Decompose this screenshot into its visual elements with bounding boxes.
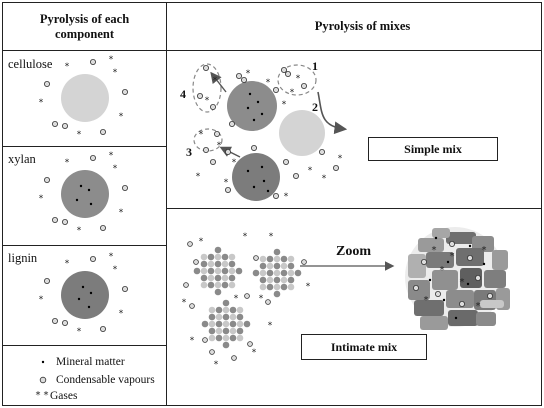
micro-particle xyxy=(209,307,216,314)
micro-particle xyxy=(223,335,230,342)
mineral-dot xyxy=(90,203,92,205)
micro-particle xyxy=(223,300,230,307)
gas-star: * xyxy=(289,88,295,98)
micro-particle xyxy=(274,277,281,284)
micro-particle xyxy=(216,328,223,335)
mineral-dot xyxy=(455,317,457,319)
step-number-4: 4 xyxy=(180,87,186,101)
vapour-droplet xyxy=(52,217,57,222)
micro-particle xyxy=(260,270,267,277)
gas-star: * xyxy=(198,237,204,247)
vapour-droplet xyxy=(248,342,253,347)
vapour-droplet xyxy=(236,73,241,78)
micro-particle xyxy=(274,284,281,291)
micro-particle xyxy=(267,270,274,277)
zoom-fragment xyxy=(432,228,450,238)
zoom-fragment xyxy=(420,316,448,330)
vapour-droplet xyxy=(197,93,202,98)
vapour-droplet xyxy=(44,177,49,182)
micro-particle xyxy=(274,256,281,263)
gas-star: * xyxy=(337,154,343,164)
gas-star: * xyxy=(64,259,70,269)
micro-particle xyxy=(267,277,274,284)
vapour-droplet xyxy=(413,285,418,290)
gas-star: * xyxy=(76,226,82,236)
micro-particle xyxy=(288,277,295,284)
legend-icons xyxy=(36,361,49,401)
gas-star: * xyxy=(118,208,124,218)
zoom-fragment xyxy=(448,310,478,326)
vapour-droplet xyxy=(225,149,230,154)
vapour-droplet xyxy=(90,256,95,261)
gas-star: * xyxy=(198,130,204,140)
mineral-dot xyxy=(263,180,265,182)
gas-star: * xyxy=(295,74,301,84)
vapour-droplet xyxy=(100,225,105,230)
micro-particle xyxy=(215,268,222,275)
vapour-droplet xyxy=(333,165,338,170)
zoom-fragment xyxy=(492,250,508,270)
vapour-droplet xyxy=(475,275,480,280)
micro-particle xyxy=(281,277,288,284)
vapour-droplet xyxy=(254,256,259,261)
vapour-droplet xyxy=(100,129,105,134)
gas-star: * xyxy=(38,295,44,305)
mineral-dot xyxy=(42,361,44,363)
component-label-cellulose: cellulose xyxy=(8,57,53,71)
mineral-dot xyxy=(82,286,84,288)
micro-particle xyxy=(281,284,288,291)
micro-particle xyxy=(267,263,274,270)
vapour-droplet xyxy=(203,65,208,70)
micro-particle xyxy=(288,270,295,277)
lignin-particle xyxy=(61,271,109,319)
vapour-droplet xyxy=(52,121,57,126)
zoom-fragment xyxy=(480,300,504,308)
component-cells xyxy=(39,55,128,337)
gas-star: * xyxy=(305,282,311,292)
gas-star: * xyxy=(108,151,114,161)
micro-particle xyxy=(202,321,209,328)
step-number-3: 3 xyxy=(186,145,192,159)
mineral-dot xyxy=(253,119,255,121)
gas-star: * xyxy=(76,130,82,140)
micro-particle xyxy=(208,275,215,282)
cellulose-particle xyxy=(61,74,109,122)
vapour-droplet xyxy=(273,193,278,198)
micro-particle xyxy=(222,275,229,282)
micro-particle xyxy=(274,263,281,270)
simple-mix-scene xyxy=(193,64,344,202)
micro-particle xyxy=(288,256,295,263)
gas-star: * xyxy=(258,294,264,304)
component-label-lignin: lignin xyxy=(8,251,38,265)
legend-gases-label: Gases xyxy=(50,390,78,402)
vapour-droplet xyxy=(122,286,127,291)
micro-particle xyxy=(274,249,281,256)
micro-particle xyxy=(274,291,281,298)
zoom-fragment xyxy=(476,312,496,326)
zoom-label: Zoom xyxy=(336,244,371,259)
vapour-droplet xyxy=(459,301,464,306)
micro-particle xyxy=(237,321,244,328)
gas-star: * xyxy=(245,69,251,79)
gas-star: * xyxy=(181,298,187,308)
vapour-droplet xyxy=(266,300,271,305)
gas-star: * xyxy=(112,164,118,174)
vapour-droplet xyxy=(40,377,46,383)
mineral-dot xyxy=(88,189,90,191)
vapour-droplet xyxy=(210,104,215,109)
gas-star: * xyxy=(118,112,124,122)
gas-star: * xyxy=(321,174,327,184)
gas-star: * xyxy=(307,166,313,176)
vapour-droplet xyxy=(203,147,208,152)
micro-particle xyxy=(237,314,244,321)
micro-particle xyxy=(295,270,302,277)
micro-particle xyxy=(230,307,237,314)
micro-particle xyxy=(201,268,208,275)
zoom-fragment xyxy=(414,300,444,316)
step-number-2: 2 xyxy=(312,100,318,114)
gas-star: * xyxy=(212,76,218,86)
mineral-dot xyxy=(267,190,269,192)
micro-particle xyxy=(253,270,260,277)
vapour-droplet xyxy=(62,320,67,325)
vapour-droplet xyxy=(214,131,219,136)
mineral-dot xyxy=(88,306,90,308)
micro-particle xyxy=(229,275,236,282)
vapour-droplet xyxy=(245,294,250,299)
vapour-droplet xyxy=(203,338,208,343)
vapour-droplet xyxy=(293,173,298,178)
micro-particle xyxy=(209,328,216,335)
vapour-droplet xyxy=(210,159,215,164)
vapour-droplet xyxy=(190,304,195,309)
gas-star: * xyxy=(481,245,487,256)
micro-particle xyxy=(215,247,222,254)
micro-particle xyxy=(215,254,222,261)
micro-particle xyxy=(229,282,236,289)
micro-particle xyxy=(267,284,274,291)
cellulose-particle-mix xyxy=(279,110,325,156)
vapour-droplet xyxy=(467,255,472,260)
micro-particle xyxy=(237,328,244,335)
vapour-droplet xyxy=(62,219,67,224)
right-header: Pyrolysis of mixes xyxy=(314,19,411,33)
vapour-droplet xyxy=(273,87,278,92)
mineral-dot xyxy=(261,113,263,115)
gas-star: * xyxy=(475,301,481,312)
micro-particle xyxy=(230,335,237,342)
gas-star: * xyxy=(431,245,437,256)
micro-particle xyxy=(222,282,229,289)
vapour-droplet xyxy=(210,350,215,355)
component-label-xylan: xylan xyxy=(8,152,36,166)
vapour-droplet xyxy=(285,71,290,76)
zoom-fragment xyxy=(484,270,506,288)
micro-particle xyxy=(223,342,230,349)
mineral-dot xyxy=(435,237,437,239)
vapour-droplet xyxy=(90,59,95,64)
vapour-droplet xyxy=(421,259,426,264)
gas-star: * xyxy=(267,321,273,331)
gas-star: * xyxy=(281,100,287,110)
gas-star: * xyxy=(439,265,445,276)
mineral-dot xyxy=(261,166,263,168)
micro-particle xyxy=(223,328,230,335)
gas-star: * xyxy=(76,327,82,337)
mineral-dot xyxy=(247,170,249,172)
micro-particle xyxy=(230,328,237,335)
micro-particle xyxy=(281,256,288,263)
micro-particle xyxy=(229,261,236,268)
micro-particle xyxy=(194,268,201,275)
mineral-dot xyxy=(429,279,431,281)
micro-particle xyxy=(201,261,208,268)
vapour-droplet xyxy=(188,242,193,247)
micro-particle xyxy=(201,275,208,282)
lignin-particle-mix xyxy=(232,153,280,201)
micro-particle xyxy=(288,263,295,270)
vapour-droplet xyxy=(281,67,286,72)
micro-particle xyxy=(267,256,274,263)
vapour-droplet xyxy=(251,145,256,150)
legend-vapours-label: Condensable vapours xyxy=(56,374,155,386)
micro-particle xyxy=(260,263,267,270)
micro-particle xyxy=(288,284,295,291)
micro-particle xyxy=(208,254,215,261)
gas-star: * xyxy=(251,348,257,358)
arrow-step-3 xyxy=(222,148,240,157)
vapour-droplet xyxy=(487,293,492,298)
micro-particle xyxy=(216,307,223,314)
micro-particle xyxy=(230,321,237,328)
micro-particle xyxy=(215,275,222,282)
micro-particle xyxy=(222,261,229,268)
zoom-fragment xyxy=(408,254,426,278)
micro-particle xyxy=(223,307,230,314)
micro-particle xyxy=(201,282,208,289)
gas-star: * xyxy=(231,158,237,168)
micro-particle xyxy=(260,284,267,291)
micro-particle xyxy=(274,270,281,277)
gas-star: * xyxy=(112,265,118,275)
step-number-1: 1 xyxy=(312,59,318,73)
vapour-droplet xyxy=(301,83,306,88)
mineral-dot xyxy=(253,186,255,188)
vapour-droplet xyxy=(44,278,49,283)
gas-star: * xyxy=(64,62,70,72)
micro-particle xyxy=(215,282,222,289)
micro-particle xyxy=(215,289,222,296)
left-header: Pyrolysis of each component xyxy=(39,12,130,41)
micro-particle xyxy=(209,321,216,328)
mineral-dot xyxy=(469,245,471,247)
micro-particle xyxy=(260,256,267,263)
mineral-dot xyxy=(443,299,445,301)
xylan-particle xyxy=(61,170,109,218)
micro-particle xyxy=(201,254,208,261)
micro-particle xyxy=(216,335,223,342)
micro-particle xyxy=(208,261,215,268)
gas-star: * xyxy=(204,96,210,106)
vapour-droplet xyxy=(62,123,67,128)
gas-star: * xyxy=(459,277,465,288)
gas-star: * xyxy=(38,98,44,108)
micro-particle xyxy=(260,277,267,284)
micro-particle xyxy=(281,263,288,270)
gas-star: * xyxy=(449,251,455,262)
gas-star: * xyxy=(233,294,239,304)
gas-star: * xyxy=(118,309,124,319)
gas-star: * xyxy=(108,252,114,262)
mineral-dot xyxy=(467,283,469,285)
gas-star: * xyxy=(195,172,201,182)
mineral-dot xyxy=(249,93,251,95)
micro-particle xyxy=(222,268,229,275)
gas-star: * xyxy=(423,295,429,306)
gas-star: * xyxy=(64,158,70,168)
mineral-dot xyxy=(90,292,92,294)
micro-particle xyxy=(209,335,216,342)
vapour-droplet xyxy=(232,356,237,361)
micro-particle xyxy=(230,314,237,321)
micro-particle xyxy=(216,314,223,321)
micro-particle xyxy=(237,335,244,342)
gas-star: * xyxy=(43,390,49,401)
vapour-droplet xyxy=(225,187,230,192)
legend-mineral-label: Mineral matter xyxy=(56,356,125,368)
gas-star: * xyxy=(268,232,274,242)
vapour-droplet xyxy=(90,155,95,160)
gas-star: * xyxy=(112,68,118,78)
vapour-droplet xyxy=(100,326,105,331)
vapour-droplet xyxy=(319,149,324,154)
intimate-mix-label: Intimate mix xyxy=(301,334,427,360)
micro-particle xyxy=(281,270,288,277)
micro-particle xyxy=(215,261,222,268)
gas-star: * xyxy=(216,141,222,151)
gas-star: * xyxy=(223,178,229,188)
vapour-droplet xyxy=(52,318,57,323)
micro-particle xyxy=(237,307,244,314)
gas-star: * xyxy=(265,78,271,88)
mineral-dot xyxy=(257,101,259,103)
micro-particle xyxy=(209,314,216,321)
micro-particle xyxy=(236,268,243,275)
mineral-dot xyxy=(483,263,485,265)
mineral-dot xyxy=(76,199,78,201)
micro-particle xyxy=(216,321,223,328)
vapour-droplet xyxy=(44,81,49,86)
gas-star: * xyxy=(189,336,195,346)
gas-star: * xyxy=(38,194,44,204)
gas-star: * xyxy=(213,360,219,370)
zoom-fragment xyxy=(432,270,458,290)
mineral-dot xyxy=(247,107,249,109)
vapour-droplet xyxy=(122,185,127,190)
vapour-droplet xyxy=(194,260,199,265)
micro-particle xyxy=(244,321,251,328)
gas-star: * xyxy=(283,192,289,202)
micro-particle xyxy=(208,282,215,289)
vapour-droplet xyxy=(184,283,189,288)
vapour-droplet xyxy=(449,241,454,246)
micro-particle xyxy=(229,268,236,275)
simple-mix-label: Simple mix xyxy=(368,137,498,161)
micro-particle xyxy=(208,268,215,275)
vapour-droplet xyxy=(435,291,440,296)
vapour-droplet xyxy=(229,121,234,126)
mineral-dot xyxy=(80,185,82,187)
micro-particle xyxy=(223,321,230,328)
mineral-dot xyxy=(78,298,80,300)
micro-particle xyxy=(223,314,230,321)
micro-particle xyxy=(229,254,236,261)
gas-star: * xyxy=(108,55,114,65)
gas-star: * xyxy=(35,390,41,401)
gas-star: * xyxy=(242,232,248,242)
vapour-droplet xyxy=(302,260,307,265)
micro-particle xyxy=(222,254,229,261)
vapour-droplet xyxy=(122,89,127,94)
vapour-droplet xyxy=(283,159,288,164)
